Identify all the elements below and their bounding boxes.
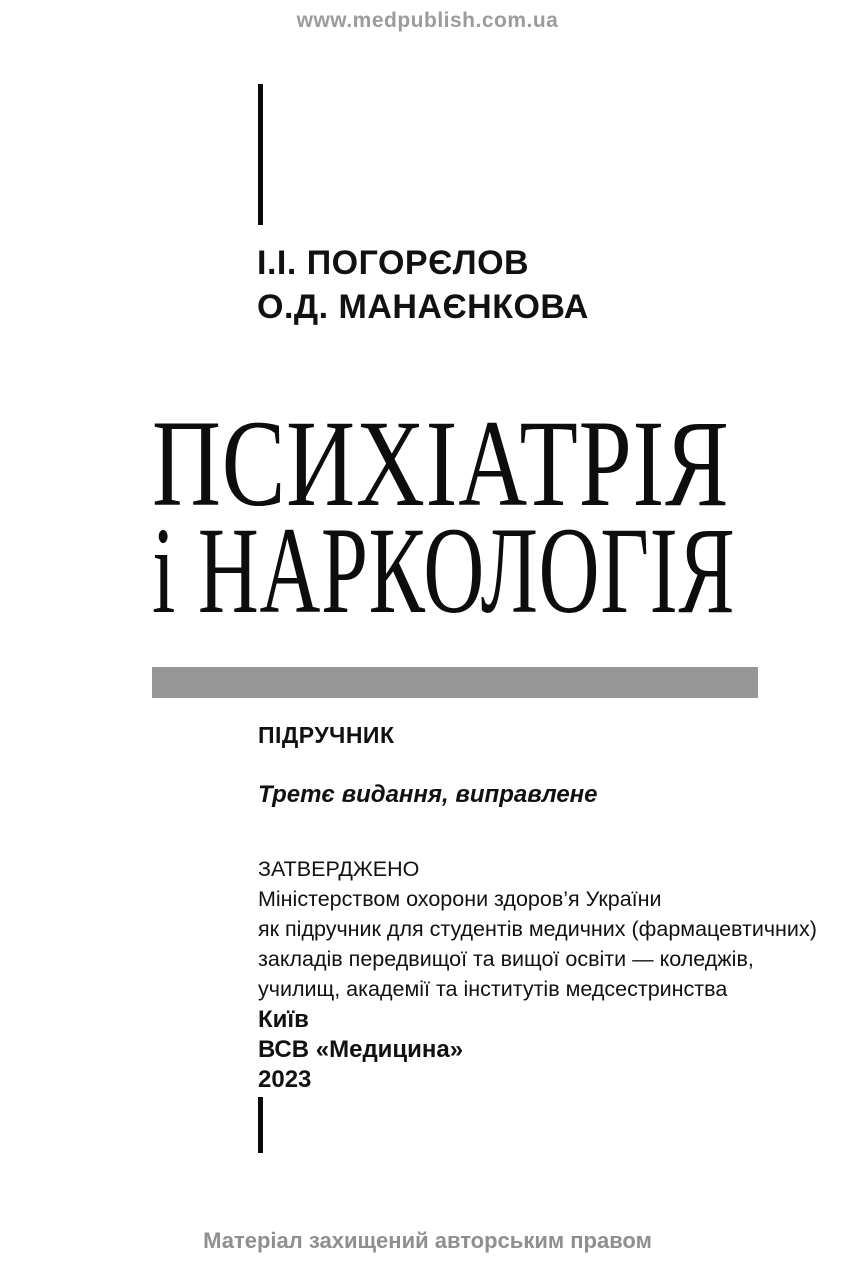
imprint-year: 2023 (258, 1066, 312, 1093)
approval-line: закладів передвищої та вищої освіти — коледжів, (258, 947, 754, 971)
publisher-website-url: www.medpublish.com.ua (296, 9, 559, 32)
authors-block (257, 241, 589, 329)
edition-note: Третє видання, виправлене (258, 781, 598, 808)
approval-line: Міністерством охорони здоров’я України (258, 887, 662, 911)
copyright-notice: Матеріал захищений авторським правом (203, 1228, 652, 1253)
book-type-label: ПІДРУЧНИК (258, 722, 395, 748)
author-name: О.Д. МАНАЄНКОВА (257, 288, 589, 326)
imprint-publisher: ВСВ «Медицина» (258, 1036, 464, 1063)
imprint-block (258, 1005, 463, 1095)
vertical-rule-bottom (258, 1097, 263, 1153)
book-title-line-2: і НАРКОЛОГІЯ (152, 502, 736, 639)
approval-heading: ЗАТВЕРДЖЕНО (258, 857, 420, 881)
gray-divider-bar (152, 667, 758, 698)
vertical-rule-top (258, 84, 263, 225)
book-title-line-1: ПСИХІАТРІЯ (152, 395, 730, 532)
approval-line: училищ, академії та інститутів медсестринства (258, 977, 728, 1001)
approval-block (258, 854, 817, 1004)
approval-line: як підручник для студентів медичних (фармацевтичних) (258, 917, 817, 941)
imprint-city: Київ (258, 1006, 309, 1033)
author-name: І.І. ПОГОРЄЛОВ (257, 244, 530, 282)
